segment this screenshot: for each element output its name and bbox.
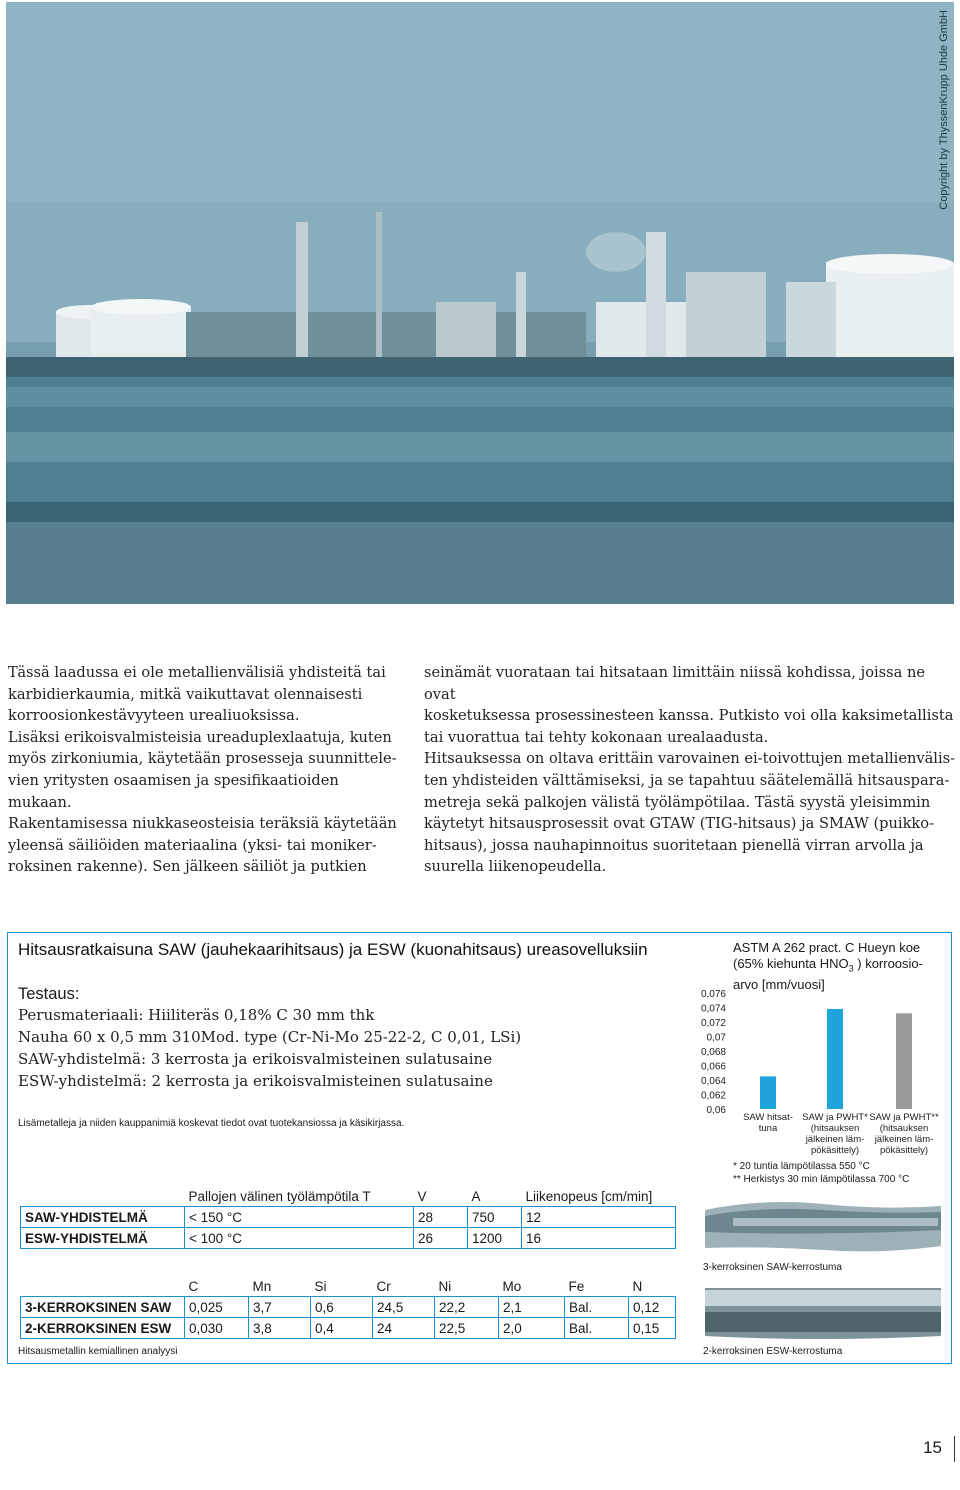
cell: 0,030 [185,1318,249,1339]
cell: 24 [373,1318,435,1339]
chart-title-sub: 3 [848,963,854,974]
test-line: Perusmateriaali: Hiiliteräs 0,18% C 30 mm thk [18,1006,375,1024]
header-cell: A [471,1188,481,1204]
paragraph: seinämät vuorataan tai hitsataan limittäin niissä kohdissa, joissa ne ovat kosketuksessa prosessinesteen kanssa. Putkisto voi olla kaksimetallista tai vuorattua tai tehty kokonaan urealaadusta. [424,664,954,746]
chart-title-line: ) korroosio- [853,956,923,971]
cell: 1200 [468,1228,522,1249]
chemistry-table [20,1276,676,1339]
chart-bar [896,1013,912,1109]
test-line: SAW-yhdistelmä: 3 kerrosta ja erikoisvalmisteinen sulatusaine [18,1050,493,1068]
y-tick-label: 0,064 [700,1076,726,1087]
cell: 3,8 [249,1318,311,1339]
cell: 22,5 [435,1318,499,1339]
refinery-photo [6,2,954,604]
cell: 750 [468,1207,522,1228]
paragraph: Hitsauksessa on oltava erittäin varovainen ei-toivottujen metallienvälis- ten yhdisteiden välttämiseksi, ja se tapahtuu säätelemällä hitsauspara- metreja sekä palkojen välistä työlämpötilaa. Tästä syystä yleisimmin käytetyt hitsausprosessit ovat GTAW (TIG-hitsaus) ja SMAW (puikko- hitsaus), jossa nauhapinnoitus suoritetaan pienellä virran arvolla ja suurella liikenopeudella. [424,750,956,876]
header-cell: N [632,1278,643,1294]
params-table [20,1186,676,1249]
header-cell [21,1276,185,1297]
cell: 0,6 [311,1297,373,1318]
esw-caption: 2-kerroksinen ESW-kerrostuma [703,1346,843,1357]
testaus-heading: Testaus: [18,985,80,1003]
test-line: Nauha 60 x 0,5 mm 310Mod. type (Cr-Ni-Mo 25-22-2, C 0,01, LSi) [18,1028,522,1046]
paragraph: Lisäksi erikoisvalmisteisia ureaduplexlaatuja, kuten myös zirkoniumia, käytetään prosesseja suunnittele- vien yritysten osaamisen ja spesifikaatioiden mukaan. [8,728,397,811]
row-label: ESW-YHDISTELMÄ [21,1228,185,1249]
cell: 28 [414,1207,468,1228]
chart-bar [827,1009,843,1109]
legend-item: * 20 tuntia lämpötilassa 550 °C [733,1161,870,1172]
header-cell: Cr [376,1278,391,1294]
chart-bar [760,1076,776,1109]
chart-legend [733,1160,909,1186]
page-number-rule [954,1436,955,1462]
y-tick-label: 0,076 [700,989,726,1000]
table-row [21,1228,676,1249]
header-cell: Liikenopeus [cm/min] [525,1188,653,1204]
header-cell: C [188,1278,199,1294]
cell: Bal. [565,1318,629,1339]
legend-item: ** Herkistys 30 min lämpötilassa 700 °C [733,1174,910,1185]
esw-deposit-image [703,1284,943,1342]
header-cell: Mo [502,1278,522,1294]
corrosion-bar-chart [670,985,955,1160]
header-cell: V [417,1188,427,1204]
table-row [21,1297,676,1318]
x-category-label: SAW ja PWHT** (hitsauksen jälkeinen läm-pökäsittely) [869,1112,939,1156]
left-text-column [8,662,403,878]
header-cell: Si [314,1278,327,1294]
header-cell: Ni [438,1278,452,1294]
table-row [21,1207,676,1228]
chart-title-line: ASTM A 262 pract. C Hueyn koe [733,940,921,955]
paragraph: Tässä laadussa ei ole metallienvälisiä yhdisteitä tai karbidierkaumia, mitkä vaikuttavat olennaisesti korroosionkestävyyteen urealiuoksissa. [8,664,386,725]
page-number: 15 [923,1438,942,1457]
saw-deposit-image [703,1196,943,1258]
x-category-label: SAW hitsat-tuna [743,1112,793,1134]
table-row [21,1318,676,1339]
material-note: Lisämetalleja ja niiden kauppanimiä koskevat tiedot ovat tuotekansiossa ja käsikirjassa. [18,1118,405,1129]
cell: 0,4 [311,1318,373,1339]
cell: 0,025 [185,1297,249,1318]
x-category-label: SAW ja PWHT* (hitsauksen jälkeinen läm-pökäsittely) [802,1112,868,1156]
right-text-column [424,662,959,878]
box-title: Hitsausratkaisuna SAW (jauhekaarihitsaus) ja ESW (kuonahitsaus) ureasovelluksiin [18,940,648,959]
chart-title-line: (65% kiehunta HNO [733,956,849,971]
cell: 24,5 [373,1297,435,1318]
saw-caption: 3-kerroksinen SAW-kerrostuma [703,1262,842,1273]
paragraph: Rakentamisessa niukkaseosteisia teräksiä käytetään yleensä säiliöiden materiaalina (yksi- tai moniker- roksinen rakenne). Sen jälkeen säiliöt ja putkien [8,815,397,876]
cell: 26 [414,1228,468,1249]
header-cell: Pallojen välinen työlämpötila T [188,1188,371,1204]
y-tick-label: 0,06 [706,1105,726,1116]
cell: 16 [522,1228,676,1249]
test-line: ESW-yhdistelmä: 2 kerrosta ja erikoisvalmisteinen sulatusaine [18,1072,493,1090]
cell: 0,12 [629,1297,676,1318]
cell: < 100 °C [185,1228,414,1249]
row-label: SAW-YHDISTELMÄ [21,1207,185,1228]
cell: 12 [522,1207,676,1228]
cell: 22,2 [435,1297,499,1318]
row-label: 2-KERROKSINEN ESW [21,1318,185,1339]
header-cell [21,1186,185,1207]
cell: < 150 °C [185,1207,414,1228]
cell: 2,0 [499,1318,565,1339]
y-tick-label: 0,072 [700,1018,726,1029]
row-label: 3-KERROKSINEN SAW [21,1297,185,1318]
y-tick-label: 0,074 [700,1003,726,1015]
y-tick-label: 0,07 [706,1032,726,1044]
y-tick-label: 0,062 [700,1090,726,1102]
chem-caption: Hitsausmetallin kemiallinen analyysi [18,1346,178,1357]
cell: Bal. [565,1297,629,1318]
chart-title-line: arvo [mm/vuosi] [733,976,825,992]
cell: 3,7 [249,1297,311,1318]
header-cell: Mn [252,1278,272,1294]
photo-copyright: Copyright by ThyssenKrupp Uhde GmbH [938,10,950,210]
y-tick-label: 0,068 [700,1047,726,1058]
cell: 2,1 [499,1297,565,1318]
refinery-illustration [6,2,954,604]
y-tick-label: 0,066 [700,1061,726,1073]
header-cell: Fe [568,1278,585,1294]
table-header-row [21,1186,676,1207]
cell: 0,15 [629,1318,676,1339]
table-header-row [21,1276,676,1297]
